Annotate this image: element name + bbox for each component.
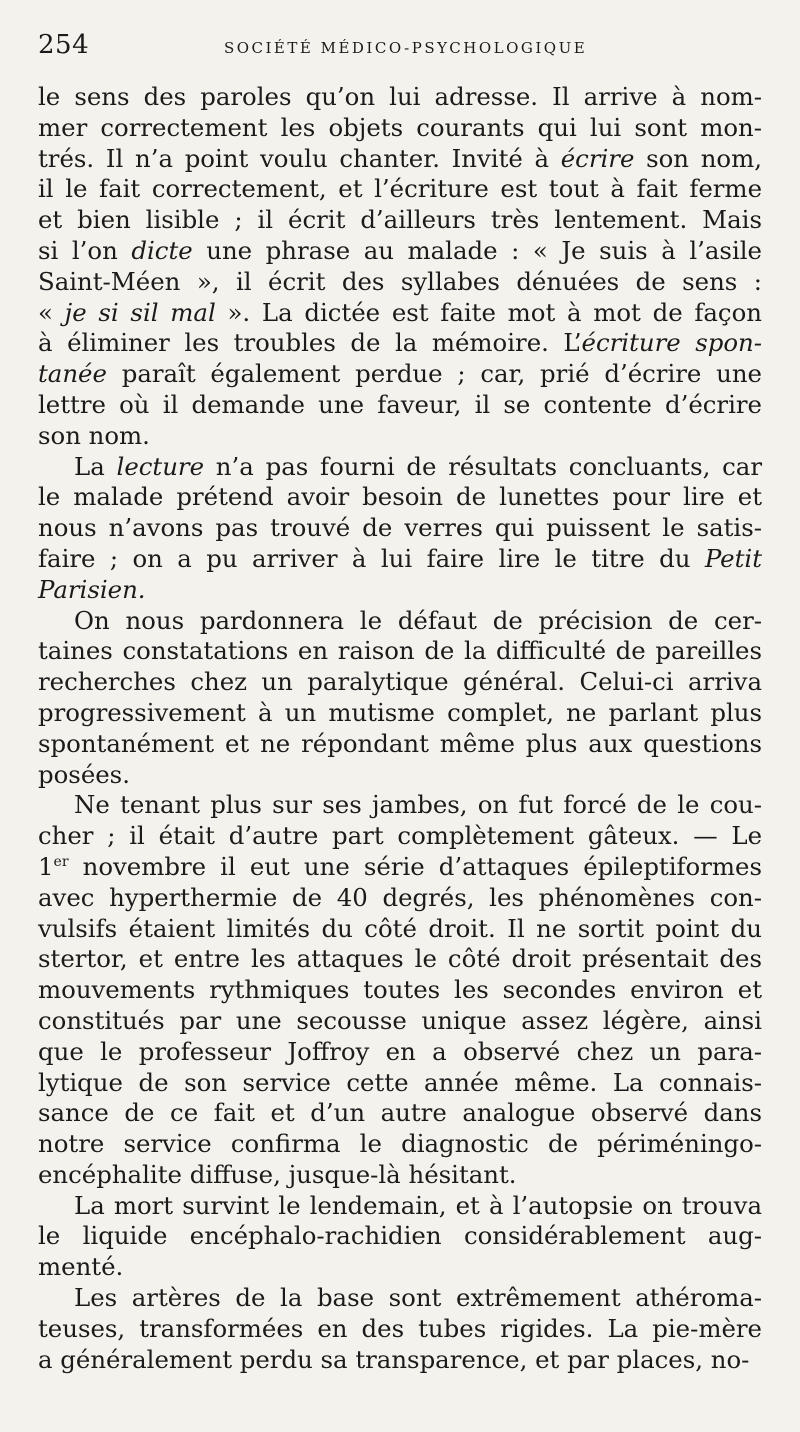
italic-text: je si sil mal [64,297,216,327]
text-line [38,452,762,483]
text-line [38,729,762,760]
superscript-text: er [53,853,69,870]
italic-text: écriture spon- [581,328,762,358]
text-line [38,390,762,421]
text-run: La [74,451,117,481]
body-text [38,82,762,1375]
text-line [38,421,762,452]
text-line [38,698,762,729]
text-run: sance de ce fait et d’un autre analogue observé dans [38,1098,762,1128]
text-run: le malade prétend avoir besoin de lunettes pour lire et [38,482,762,512]
text-line [38,1314,762,1345]
text-line [38,852,762,883]
text-run: faire ; on a pu arriver à lui faire lire le titre du [38,543,705,573]
text-run: avec hyperthermie de 40 degrés, les phénomènes con- [38,882,762,912]
text-line [38,1191,762,1222]
text-run: lettre où il demande une faveur, il se contente d’écrire [38,389,762,419]
text-line [38,575,762,606]
paragraph [38,452,762,606]
text-line [38,205,762,236]
text-run: Ne tenant plus sur ses jambes, on fut forcé de le cou- [74,790,762,820]
text-run: Les artères de la base sont extrêmement athéroma- [74,1283,762,1313]
text-run: et bien lisible ; il écrit d’ailleurs très lentement. Mais [38,205,762,235]
text-run: son nom, [634,143,762,173]
text-run: encéphalite diffuse, jusque-là hésitant. [38,1159,517,1189]
text-line [38,790,762,821]
text-run: spontanément et ne répondant même plus aux questions [38,728,762,758]
text-line [38,883,762,914]
text-line [38,236,762,267]
text-run: mer correctement les objets courants qui lui sont mon- [38,112,762,142]
text-run: 1 [38,851,54,881]
paragraph [38,790,762,1190]
text-run: La mort survint le lendemain, et à l’autopsie on trouva [74,1190,762,1220]
paragraph [38,1283,762,1375]
text-line [38,914,762,945]
text-run: que le professeur Joffroy en a observé chez un para- [38,1036,762,1066]
text-line [38,1283,762,1314]
running-head: SOCIÉTÉ MÉDICO-PSYCHOLOGIQUE [223,39,588,57]
text-line [38,1068,762,1099]
text-line [38,1129,762,1160]
text-line [38,1345,762,1376]
text-run: cher ; il était d’autre part complètement gâteux. — Le [38,821,762,851]
text-run: nous n’avons pas trouvé de verres qui puissent le satis- [38,513,762,543]
text-run: constitués par une secousse unique assez légère, ainsi [38,1005,762,1035]
text-line [38,821,762,852]
text-line [38,1037,762,1068]
text-run: paraît également perdue ; car, prié d’écrire une [106,359,762,389]
text-run: à éliminer les troubles de la mémoire. L’ [38,328,582,358]
italic-text: écrire [560,143,635,173]
text-line [38,359,762,390]
text-line [38,760,762,791]
text-run: trés. Il n’a point voulu chanter. Invité à [38,143,561,173]
text-line [38,174,762,205]
page-number: 254 [38,30,90,60]
text-run: taines constatations en raison de la difficulté de pareilles [38,636,762,666]
italic-text: dicte [131,235,193,265]
text-line [38,544,762,575]
paragraph [38,1191,762,1283]
text-line [38,1098,762,1129]
text-line [38,667,762,698]
text-line [38,267,762,298]
paragraph [38,82,762,452]
text-run: « [38,297,65,327]
text-run: une phrase au malade : « Je suis à l’asile [192,235,762,265]
text-line [38,113,762,144]
text-line [38,1006,762,1037]
text-line [38,606,762,637]
text-run: Saint-Méen », il écrit des syllabes dénuées de sens : [38,266,762,296]
text-run: On nous pardonnera le défaut de précision de cer- [74,605,762,635]
text-run: recherches chez un paralytique général. Celui-ci arriva [38,667,762,697]
italic-text: Petit [704,543,762,573]
text-run: progressivement à un mutisme complet, ne parlant plus [38,697,762,727]
paragraph [38,606,762,791]
text-run: vulsifs étaient limités du côté droit. Il ne sortit point du [38,913,762,943]
text-line [38,1221,762,1252]
text-run: si l’on [38,235,132,265]
text-run: novembre il eut une série d’attaques épileptiformes [68,851,762,881]
text-run: notre service confirma le diagnostic de périméningo- [38,1129,762,1159]
text-run: lytique de son service cette année même. La connais- [38,1067,762,1097]
text-line [38,482,762,513]
text-run: stertor, et entre les attaques le côté droit présentait des [38,944,762,974]
text-run: mouvements rythmiques toutes les secondes environ et [38,975,762,1005]
text-line [38,298,762,329]
text-run: teuses, transformées en des tubes rigides. La pie-mère [38,1313,762,1343]
italic-text: lecture [116,451,205,481]
italic-text: Parisien. [38,574,146,604]
text-run: il le fait correctement, et l’écriture est tout à fait ferme [38,174,762,204]
text-run: le sens des paroles qu’on lui adresse. Il arrive à nom- [38,82,762,111]
text-run: son nom. [38,420,150,450]
text-line [38,328,762,359]
text-line [38,944,762,975]
text-run: n’a pas fourni de résultats concluants, car [204,451,762,481]
text-line [38,144,762,175]
text-run: le liquide encéphalo-rachidien considérablement aug- [38,1221,762,1251]
text-line [38,975,762,1006]
text-line [38,82,762,113]
text-line [38,636,762,667]
text-run: ». La dictée est faite mot à mot de façon [215,297,762,327]
text-run: a généralement perdu sa transparence, et par places, no- [38,1344,750,1374]
text-line [38,513,762,544]
text-line [38,1160,762,1191]
text-run: menté. [38,1252,124,1282]
text-line [38,1252,762,1283]
text-run: posées. [38,759,130,789]
italic-text: tanée [38,359,107,389]
page-header [38,30,762,82]
